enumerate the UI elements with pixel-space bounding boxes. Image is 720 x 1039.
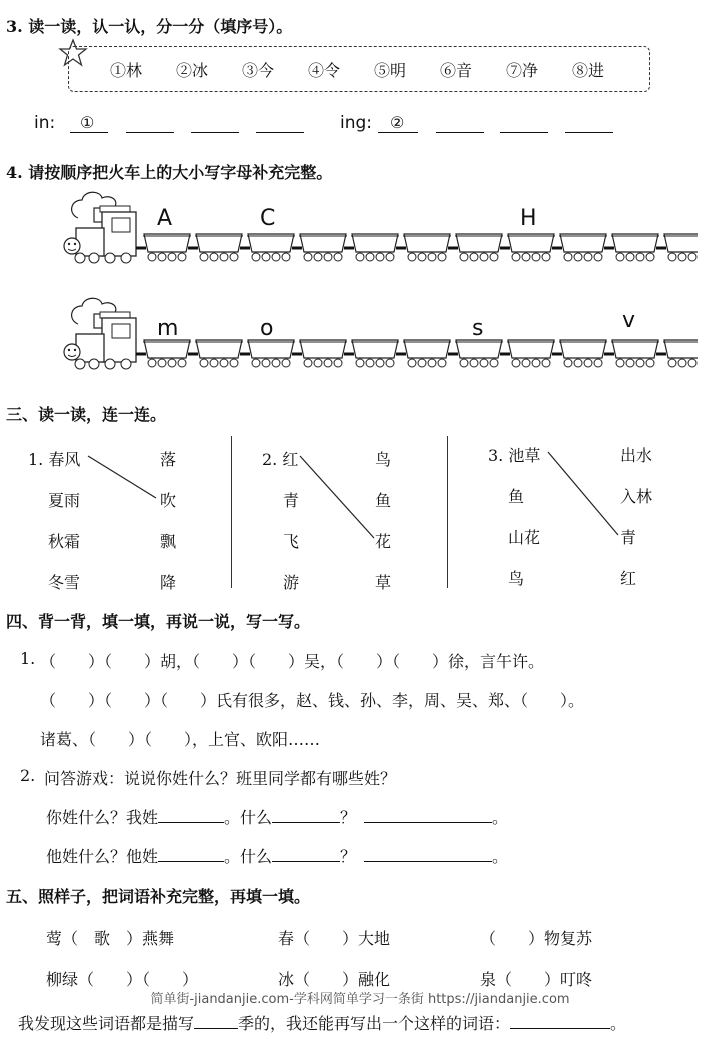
train2-letter-3: s: [472, 316, 484, 341]
option-4: ④令: [308, 61, 341, 80]
option-6: ⑥音: [440, 61, 473, 80]
sec4-l1-num: 1.: [20, 649, 36, 668]
in-example: ①: [80, 113, 95, 132]
g2-right-2: 鱼: [375, 491, 392, 510]
option-1: ①林: [110, 61, 143, 80]
sec4-line-1: （ ）（ ）胡，（ ）（ ）吴，（ ）（ ）徐，言午许。: [40, 652, 545, 671]
option-3: ③今: [242, 61, 275, 80]
sec3-title: 三、读一读，连一连。: [6, 405, 167, 424]
q4-title: 4. 请按顺序把火车上的大小写字母补充完整。: [6, 163, 333, 182]
g3-left-4: 鸟: [508, 569, 525, 588]
word-2: 春（ ）大地: [278, 929, 391, 948]
g3-right-3: 青: [620, 528, 637, 547]
option-2: ②冰: [176, 61, 209, 80]
train1-letter-1: A: [157, 206, 173, 231]
ing-example: ②: [390, 113, 405, 132]
word-4: 柳绿（ ）（ ）: [46, 970, 199, 989]
a2-part1: 他姓什么？他姓: [46, 847, 159, 866]
g2-right-4: 草: [375, 573, 392, 592]
line-g2: [300, 456, 374, 538]
g3-left-3: 山花: [508, 528, 541, 547]
train2-letter-1: m: [157, 316, 179, 341]
g1-right-4: 降: [160, 573, 177, 592]
a2-blank-2[interactable]: [272, 847, 340, 862]
a1-part3: ？: [340, 808, 357, 827]
line-g1: [88, 456, 156, 498]
a2-blank-3[interactable]: [364, 847, 492, 862]
g2-left-1: 2. 红: [262, 450, 299, 469]
g3-right-1: 出水: [620, 446, 653, 465]
q3-title: 3. 读一读，认一认，分一分（填序号）。: [6, 17, 293, 36]
a1-blank-2[interactable]: [272, 808, 340, 823]
g1-left-3: 秋霜: [48, 532, 81, 551]
last-part3: 。: [610, 1014, 627, 1033]
a1-blank-3[interactable]: [364, 808, 492, 823]
sec5-title: 五、照样子，把词语补充完整，再填一填。: [6, 887, 311, 906]
word-6: 泉（ ）叮咚: [480, 970, 593, 989]
sec4-q2-text: 问答游戏：说说你姓什么？班里同学都有哪些姓？: [44, 769, 397, 788]
g3-left-2: 鱼: [508, 487, 525, 506]
sec4-q2-num: 2.: [20, 766, 36, 785]
watermark: 简单街-jiandanjie.com-学科网简单学习一条街 https://jiandanjie.com: [150, 992, 570, 1007]
g1-right-3: 飘: [160, 532, 177, 551]
train1-letter-2: C: [260, 206, 276, 231]
g3-left-1: 3. 池草: [488, 446, 541, 465]
a1-part1: 你姓什么？我姓: [46, 808, 159, 827]
g1-left-4: 冬雪: [48, 573, 81, 592]
answer-line-1: [46, 805, 508, 828]
a2-part4: 。: [492, 847, 509, 866]
answer-line-2: [46, 844, 508, 867]
a1-blank-1[interactable]: [158, 808, 224, 823]
ing-label: ing:: [340, 113, 373, 133]
option-7: ⑦净: [506, 61, 539, 80]
sec4-line-3: 诸葛、（ ）（ ），上官、欧阳……: [40, 730, 321, 749]
word-5: 冰（ ）融化: [278, 970, 391, 989]
sec4-title: 四、背一背，填一填，再说一说，写一写。: [6, 612, 311, 631]
g1-right-1: 落: [160, 450, 177, 469]
last-part1: 我发现这些词语都是描写: [18, 1014, 195, 1033]
sec4-line-2: （ ）（ ）（ ）氏有很多，赵、钱、孙、李，周、吴、郑、（ ）。: [40, 691, 585, 710]
line-g3: [548, 452, 618, 535]
g1-left-2: 夏雨: [48, 491, 81, 510]
a2-part3: ？: [340, 847, 357, 866]
g3-right-2: 入林: [620, 487, 653, 506]
word-1: 莺（ 歌 ）燕舞: [46, 929, 175, 948]
train2-letter-2: o: [260, 316, 274, 341]
train1-letter-3: H: [520, 206, 537, 231]
last-part2: 季的，我还能再写出一个这样的词语：: [238, 1014, 511, 1033]
last-line: [18, 1011, 626, 1034]
a2-blank-1[interactable]: [158, 847, 224, 862]
option-5: ⑤明: [374, 61, 407, 80]
a2-part2: 。什么: [224, 847, 273, 866]
g2-left-4: 游: [283, 573, 300, 592]
in-label: in:: [34, 113, 56, 133]
g2-right-3: 花: [375, 532, 392, 551]
g2-right-1: 鸟: [375, 450, 392, 469]
a1-part2: 。什么: [224, 808, 273, 827]
option-8: ⑧进: [572, 61, 605, 80]
g1-left-1: 1. 春风: [28, 450, 81, 469]
a1-part4: 。: [492, 808, 509, 827]
g2-left-2: 青: [283, 491, 300, 510]
g2-left-3: 飞: [283, 532, 300, 551]
g3-right-4: 红: [620, 569, 637, 588]
season-blank[interactable]: [194, 1014, 238, 1029]
g1-right-2: 吹: [160, 491, 177, 510]
word-blank[interactable]: [510, 1014, 610, 1029]
word-3: （ ）物复苏: [480, 929, 593, 948]
train2-letter-4: v: [622, 308, 636, 333]
